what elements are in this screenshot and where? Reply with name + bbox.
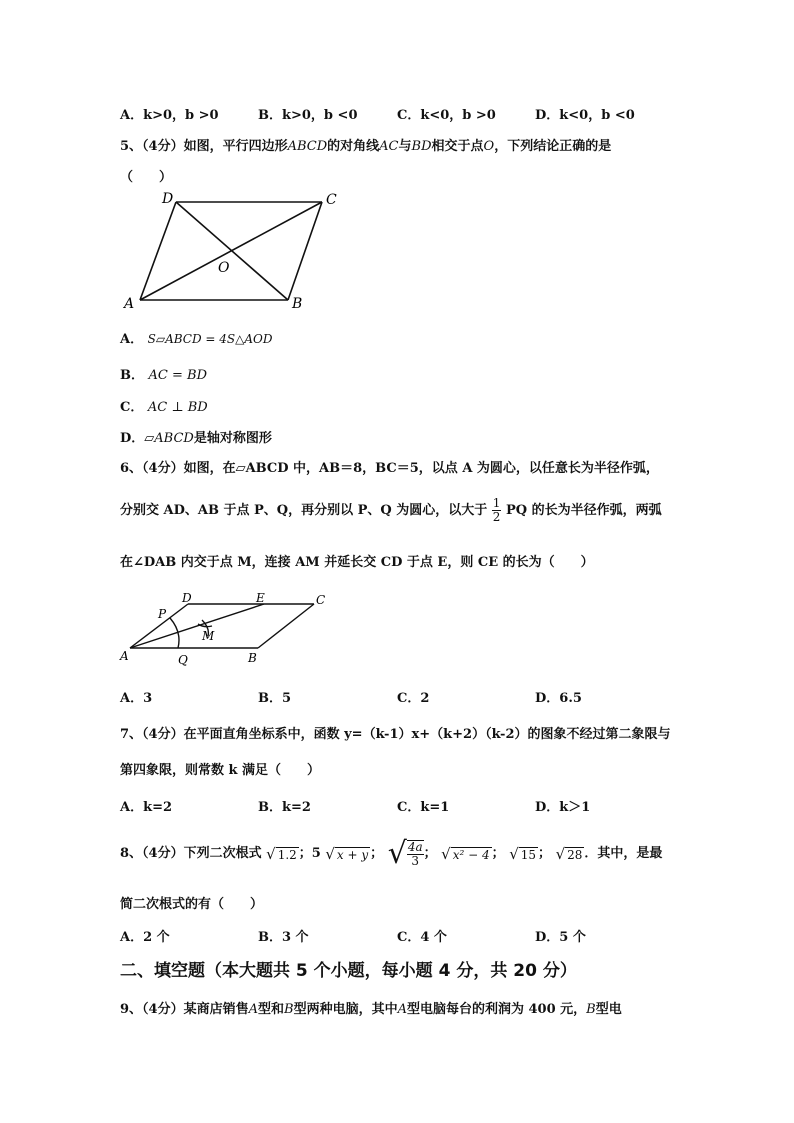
q5-option-a-label: A． (120, 332, 144, 347)
q5-diagonal-bd (176, 202, 288, 300)
q9-type-b-2: B (586, 1002, 596, 1017)
q8-radical-4: √ x² − 4 (441, 844, 490, 863)
q6-fraction-denominator: 2 (492, 510, 501, 524)
q6-label-e: E (256, 591, 265, 605)
q6-parallelogram-figure (118, 588, 338, 668)
q5-option-a[interactable] (120, 328, 272, 347)
q5-answer-paren: （ ） (120, 170, 173, 185)
q9-suffix: 型电 (595, 1002, 622, 1017)
q9-type-b: B (284, 1002, 294, 1017)
q5-label-a: A (124, 296, 135, 312)
q8-radical-1: √ 1.2 (266, 844, 297, 863)
q8-prefix: 8、（4分）下列二次根式 (120, 846, 262, 861)
q7-option-a[interactable]: A．k=2 (120, 800, 173, 815)
q6-option-c[interactable]: C．2 (397, 691, 430, 706)
q4-option-b[interactable]: B．k>0，b <0 (258, 108, 358, 123)
q8-sep5: ； (538, 846, 552, 861)
q8-suffix: ．其中，是最 (584, 846, 663, 861)
q9-type-a: A (248, 1002, 258, 1017)
q5-option-d-label: D． (120, 431, 145, 446)
q5-parallelogram-figure (118, 188, 348, 313)
q6-label-q: Q (178, 653, 188, 667)
q5-stem-mid3: 相交于点 (431, 139, 484, 154)
q5-side-ad (140, 202, 176, 300)
q5-label-d: D (162, 191, 174, 207)
q6-fraction-half (492, 497, 502, 524)
q5-stem-bd: BD (411, 139, 432, 154)
q9-mid2: 型两种电脑，其中 (293, 1002, 398, 1017)
q8-option-a[interactable]: A．2 个 (120, 930, 170, 945)
q6-label-d: D (182, 591, 192, 605)
q6-line-ae (130, 604, 264, 648)
q8-radical-6: √ 28 (555, 844, 583, 863)
radical-sign-icon: √ (509, 844, 519, 863)
q5-label-c: C (326, 192, 337, 208)
q8-stem-line2: 简二次根式的有（ ） (120, 897, 264, 912)
radical-sign-icon: √ (555, 844, 566, 863)
q6-label-m: M (202, 629, 215, 643)
q8-stem-line1 (120, 836, 662, 871)
q6-label-p: P (158, 607, 167, 621)
q7-option-b[interactable]: B．k=2 (258, 800, 311, 815)
q5-option-b-label: B． (120, 368, 144, 383)
q7-stem-line2: 第四象限，则常数 k 满足（ ） (120, 763, 321, 778)
q6-stem-line2-prefix: 分别交 AD、AB 于点 P、Q，再分别以 P、Q 为圆心，以大于 (120, 503, 488, 518)
q5-option-b[interactable] (120, 364, 207, 383)
q6-option-d[interactable]: D．6.5 (535, 691, 582, 706)
q8-radical-5: √ 15 (509, 844, 537, 863)
q5-label-o: O (218, 260, 230, 276)
q7-option-d[interactable]: D．k＞1 (535, 800, 591, 815)
section-heading-fill-in: 二、填空题（本大题共 5 个小题，每小题 4 分，共 20 分） (120, 961, 577, 981)
q6-option-a[interactable]: A．3 (120, 691, 153, 706)
q6-label-a: A (120, 649, 129, 663)
q5-stem-ac: AC (379, 139, 399, 154)
q5-option-c-label: C． (120, 400, 144, 415)
q9-mid3: 型电脑每台的利润为 400 元， (406, 1002, 587, 1017)
q5-stem-mid1: 的对角线 (327, 139, 380, 154)
q5-option-c-math: AC ⊥ BD (147, 400, 208, 415)
q8-radical-2: √ x + y (325, 844, 369, 863)
q8-sep4: ； (491, 846, 505, 861)
q6-stem-line2-suffix: PQ 的长为半径作弧，两弧 (505, 503, 662, 518)
q5-option-b-math: AC = BD (148, 368, 207, 383)
q5-stem-prefix: 5、（4分）如图，平行四边形 (120, 139, 288, 154)
q8-sep2: ； (370, 846, 384, 861)
q6-stem-line2 (120, 497, 662, 524)
q4-option-d[interactable]: D．k<0，b <0 (535, 108, 635, 123)
q6-stem-line1: 6、（4分）如图，在▱ABCD 中，AB＝8，BC＝5，以点 A 为圆心，以任意长为半径作弧， (120, 461, 659, 476)
radical-sign-icon: √ (387, 836, 407, 871)
q7-stem-line1: 7、（4分）在平面直角坐标系中，函数 y=（k-1）x+（k+2）（k-2）的图象不经过第二象限与 (120, 727, 671, 742)
q5-option-a-math: S▱ABCD = 4S△AOD (147, 332, 273, 346)
q5-label-b: B (292, 296, 303, 312)
radical-sign-icon: √ (325, 844, 335, 863)
q5-option-d-math: ▱ABCD (144, 431, 194, 446)
q5-stem (120, 135, 611, 154)
q5-stem-suffix: ，下列结论正确的是 (494, 139, 612, 154)
q5-option-d-text: 是轴对称图形 (193, 431, 272, 446)
radical-sign-icon: √ (441, 844, 451, 863)
q6-fraction-numerator: 1 (492, 496, 501, 510)
q4-option-a[interactable]: A．k>0，b >0 (120, 108, 219, 123)
q9-type-a-2: A (397, 1002, 407, 1017)
q6-option-b[interactable]: B．5 (258, 691, 292, 706)
q6-stem-line3: 在∠DAB 内交于点 M，连接 AM 并延长交 CD 于点 E，则 CE 的长为（ ） (120, 555, 594, 570)
q6-side-cb (258, 604, 314, 648)
q8-option-d[interactable]: D．5 个 (535, 930, 586, 945)
q7-option-c[interactable]: C．k=1 (397, 800, 450, 815)
q6-label-b: B (248, 651, 257, 665)
q5-stem-mid2: 与 (398, 139, 412, 154)
q9-mid1: 型和 (257, 1002, 284, 1017)
q5-stem-abcd: ABCD (287, 139, 328, 154)
q4-option-c[interactable]: C．k<0，b >0 (397, 108, 496, 123)
q6-label-c: C (316, 593, 326, 607)
q5-option-c[interactable] (120, 396, 208, 415)
q9-stem-line1 (120, 998, 622, 1017)
q8-sep1: ；5 (298, 846, 321, 861)
q8-radical-3: √ $\frac{4a}{3}$ (387, 836, 423, 871)
q8-sep3: ； (423, 846, 437, 861)
radical-sign-icon: √ (266, 844, 276, 863)
q5-option-d[interactable] (120, 427, 272, 446)
q8-option-c[interactable]: C．4 个 (397, 930, 447, 945)
q5-stem-o: O (483, 139, 495, 154)
q8-option-b[interactable]: B．3 个 (258, 930, 309, 945)
q9-prefix: 9、（4分）某商店销售 (120, 1002, 249, 1017)
